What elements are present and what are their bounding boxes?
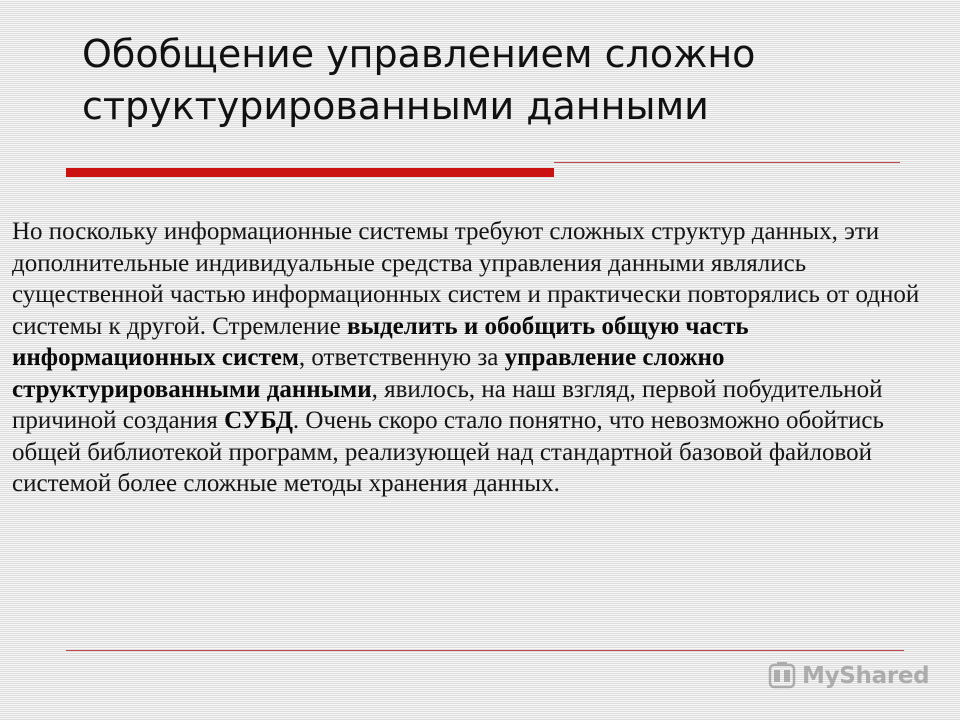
body-text-part-3: , явилось, на наш взгляд, первой побудительной причиной создания bbox=[12, 375, 883, 434]
body-emphasis-1: выделить и обобщить общую часть информационных систем bbox=[12, 312, 749, 371]
myshared-logo-icon bbox=[767, 661, 797, 691]
title-accent-bar bbox=[66, 168, 554, 177]
body-paragraph bbox=[12, 216, 948, 500]
slide-title: Обобщение управлением сложно структурированными данными bbox=[82, 32, 756, 128]
watermark-label: MyShared bbox=[802, 663, 930, 689]
body-emphasis-3: СУБД bbox=[224, 407, 293, 434]
body-text-part-2: , ответственную за bbox=[298, 344, 505, 371]
bottom-divider-line bbox=[66, 650, 904, 651]
body-text-part-4: . Очень скоро стало понятно, что невозможно обойтись общей библиотекой программ, реализующей над стандартной базовой файловой системой более сложные методы хранения данных. bbox=[12, 407, 884, 497]
title-divider-line bbox=[554, 162, 900, 163]
body-text-part-1: Но поскольку информационные системы требуют сложных структур данных, эти дополнительные индивидуальные средства управления данными являлись существенной частью информационных систем и практически повторялись от одной системы к другой. Стремление bbox=[12, 218, 920, 340]
body-emphasis-2: управление сложно структурированными данными bbox=[12, 344, 725, 403]
myshared-watermark bbox=[767, 660, 929, 692]
